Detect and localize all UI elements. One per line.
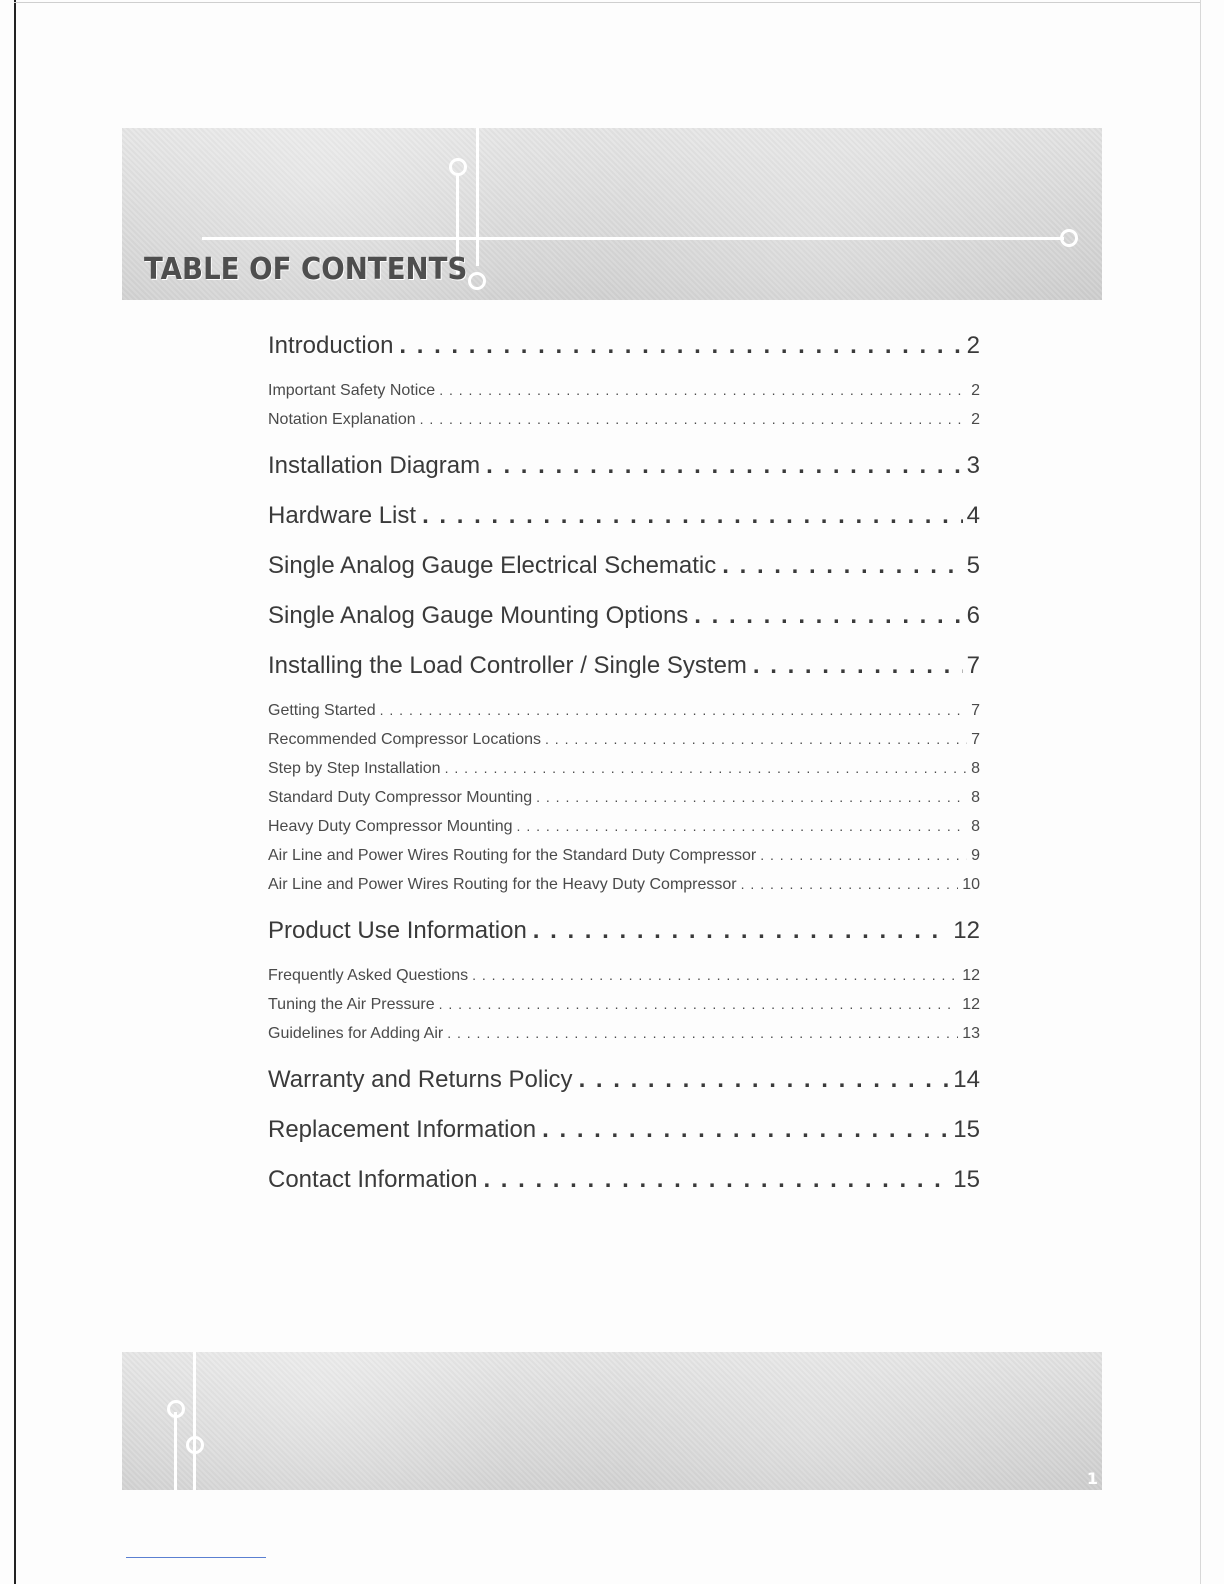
toc-subentry[interactable]	[268, 814, 980, 843]
banner-decor-line	[476, 128, 479, 266]
toc-section-entry-title: Product Use Information	[268, 917, 527, 944]
toc-section-entry-page: 12	[953, 917, 980, 944]
toc-section-entry-title: Hardware List	[268, 502, 417, 529]
toc-subentry-title: Guidelines for Adding Air	[268, 1025, 444, 1042]
toc-subentry-title: Tuning the Air Pressure	[268, 996, 435, 1013]
toc-subentry[interactable]	[268, 407, 980, 436]
toc-section-entry[interactable]	[268, 598, 980, 648]
toc-section-entry-title: Single Analog Gauge Electrical Schematic	[268, 552, 717, 579]
toc-subentry-title: Standard Duty Compressor Mounting	[268, 789, 533, 806]
dot-leader	[447, 1021, 958, 1045]
banner-decor-line	[202, 237, 1064, 240]
page-edge-top	[14, 2, 1200, 3]
dot-leader	[399, 328, 962, 364]
toc-subentry[interactable]	[268, 378, 980, 407]
toc-subentry[interactable]	[268, 872, 980, 901]
dot-leader	[439, 992, 959, 1016]
banner-decor-line	[174, 1412, 177, 1490]
toc-section-entry-page: 5	[966, 552, 980, 579]
toc-section-entry[interactable]	[268, 328, 980, 378]
toc-section	[268, 1162, 980, 1212]
toc-section-entry-title: Installation Diagram	[268, 452, 481, 479]
toc-subentry[interactable]	[268, 727, 980, 756]
toc-subentry[interactable]	[268, 698, 980, 727]
toc-subentry-page: 12	[962, 996, 980, 1013]
toc-section-entry[interactable]	[268, 1112, 980, 1162]
toc-section-entry-title: Replacement Information	[268, 1116, 537, 1143]
toc-section	[268, 448, 980, 498]
toc-subentry-page: 7	[971, 702, 980, 719]
page-edge-right	[1200, 0, 1201, 1584]
page-edge	[14, 0, 16, 1584]
dot-leader	[445, 756, 968, 780]
toc-section	[268, 1112, 980, 1162]
toc-section-entry[interactable]	[268, 448, 980, 498]
toc-section-entry-title: Warranty and Returns Policy	[268, 1066, 573, 1093]
toc-section-entry[interactable]	[268, 1062, 980, 1112]
toc-subentry[interactable]	[268, 963, 980, 992]
header-banner	[122, 128, 1102, 300]
toc-subentry-page: 8	[971, 760, 980, 777]
toc-section	[268, 548, 980, 598]
toc-subentry-page: 10	[962, 876, 980, 893]
toc-subentry-title: Notation Explanation	[268, 411, 416, 428]
dot-leader	[536, 785, 967, 809]
dot-leader	[380, 698, 967, 722]
dot-leader	[722, 548, 962, 584]
dot-leader	[579, 1062, 950, 1098]
dot-leader	[694, 598, 962, 634]
toc-section-entry[interactable]	[268, 648, 980, 698]
toc-section	[268, 498, 980, 548]
banner-decor-ring	[449, 158, 467, 176]
toc-section-entry-page: 15	[953, 1116, 980, 1143]
dot-leader	[439, 378, 967, 402]
toc-subentry-page: 2	[971, 411, 980, 428]
toc-section-entry-page: 3	[966, 452, 980, 479]
toc-subentry-title: Step by Step Installation	[268, 760, 441, 777]
banner-decor-ring	[468, 272, 486, 290]
toc-section	[268, 328, 980, 448]
toc-section	[268, 648, 980, 913]
toc-subentry-title: Air Line and Power Wires Routing for the Standard Duty Compressor	[268, 847, 757, 864]
toc-section-entry[interactable]	[268, 548, 980, 598]
toc-section-entry-page: 6	[966, 602, 980, 629]
table-of-contents	[268, 328, 980, 1212]
toc-section-entry[interactable]	[268, 913, 980, 963]
dot-leader	[545, 727, 967, 751]
toc-section-entry-title: Contact Information	[268, 1166, 478, 1193]
toc-subentry[interactable]	[268, 756, 980, 785]
banner-decor-ring	[167, 1400, 185, 1418]
toc-subentry-page: 13	[962, 1025, 980, 1042]
dot-leader	[486, 448, 963, 484]
toc-subentry[interactable]	[268, 1021, 980, 1050]
toc-section-entry-page: 7	[966, 652, 980, 679]
toc-section-entry-page: 2	[966, 332, 980, 359]
toc-section-entry-page: 14	[953, 1066, 980, 1093]
toc-section-entry-title: Single Analog Gauge Mounting Options	[268, 602, 689, 629]
toc-section	[268, 598, 980, 648]
dot-leader	[741, 872, 959, 896]
toc-section-entry-page: 15	[953, 1166, 980, 1193]
dot-leader	[517, 814, 968, 838]
toc-subentry-title: Heavy Duty Compressor Mounting	[268, 818, 513, 835]
toc-subentry-page: 2	[971, 382, 980, 399]
dot-leader	[472, 963, 958, 987]
dot-leader	[753, 648, 963, 684]
banner-decor-ring	[1060, 229, 1078, 247]
dot-leader	[542, 1112, 949, 1148]
dot-leader	[420, 407, 967, 431]
dot-leader	[483, 1162, 949, 1198]
page-number: 1	[1086, 1469, 1098, 1488]
toc-subentry[interactable]	[268, 992, 980, 1021]
toc-subentry-page: 8	[971, 818, 980, 835]
banner-decor-ring	[186, 1436, 204, 1454]
toc-subentry[interactable]	[268, 785, 980, 814]
footer-banner	[122, 1352, 1102, 1490]
toc-subentry-page: 9	[971, 847, 980, 864]
toc-subentry-title: Frequently Asked Questions	[268, 967, 469, 984]
toc-section	[268, 913, 980, 1062]
toc-subentry-title: Recommended Compressor Locations	[268, 731, 542, 748]
toc-section-entry[interactable]	[268, 1162, 980, 1212]
toc-subentry[interactable]	[268, 843, 980, 872]
toc-subentry-title: Important Safety Notice	[268, 382, 436, 399]
toc-subentry-page: 8	[971, 789, 980, 806]
toc-section-entry-title: Installing the Load Controller / Single System	[268, 652, 747, 679]
banner-decor-line	[193, 1352, 196, 1490]
toc-subentry-page: 7	[971, 731, 980, 748]
toc-section-entry-title: Introduction	[268, 332, 394, 359]
toc-subentry-page: 12	[962, 967, 980, 984]
dot-leader	[533, 913, 950, 949]
toc-subentry-title: Air Line and Power Wires Routing for the Heavy Duty Compressor	[268, 876, 737, 893]
page-title: TABLE OF CONTENTS	[144, 252, 468, 287]
dot-leader	[422, 498, 963, 534]
toc-section-entry-page: 4	[966, 502, 980, 529]
toc-section	[268, 1062, 980, 1112]
toc-section-entry[interactable]	[268, 498, 980, 548]
toc-subentry-title: Getting Started	[268, 702, 376, 719]
footer-underline	[126, 1557, 266, 1558]
dot-leader	[760, 843, 967, 867]
